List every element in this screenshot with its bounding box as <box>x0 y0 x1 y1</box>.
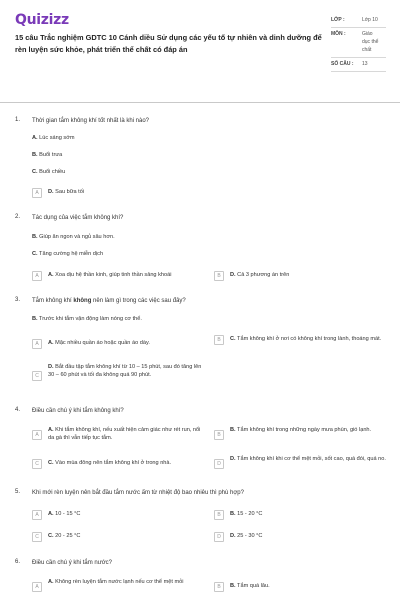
option-box: A <box>32 188 42 198</box>
question-text-emphasis: không <box>73 298 92 304</box>
option-box: A <box>32 430 42 440</box>
question-number: 6. <box>15 559 21 565</box>
option-text: 25 - 30 °C <box>237 533 263 539</box>
question-text: Điều cần chú ý khi tắm nước? <box>32 560 112 566</box>
option-text: Khi tắm không khí, nếu xuất hiện cảm giác như rét run, nổi da gà thì vẫn tiếp tục tắm. <box>48 427 201 441</box>
question-text: Thời gian tắm không khí tốt nhất là khi nào? <box>32 118 150 124</box>
meta-value: 13 <box>362 61 368 67</box>
meta-label: SỐ CÂU : <box>331 61 354 67</box>
question-number: 5. <box>15 489 21 495</box>
option-a[interactable] <box>32 134 75 142</box>
option-box: C <box>32 459 42 469</box>
option-c[interactable] <box>32 168 65 176</box>
option-a[interactable] <box>32 578 207 590</box>
option-box: A <box>32 339 42 349</box>
option-letter: B. <box>32 316 38 322</box>
option-box: B <box>214 430 224 440</box>
option-box: C <box>32 371 42 381</box>
question-text: Khi mới rèn luyện nên bắt đầu tắm nước ấm từ nhiệt độ bao nhiêu thì phù hợp? <box>32 490 244 496</box>
option-text: 10 - 15 °C <box>55 511 81 517</box>
option-text: Bắt đầu tập tắm không khí từ 10 – 15 phút, sau đó tăng lên 30 – 60 phút và tối đa không quá 90 phút. <box>48 364 202 378</box>
option-box: A <box>32 510 42 520</box>
option-d[interactable] <box>32 363 207 379</box>
option-box: B <box>214 510 224 520</box>
question-text <box>32 297 387 306</box>
option-box: B <box>214 582 224 592</box>
option-text: Cả 3 phương án trên <box>237 272 290 278</box>
option-letter: C. <box>48 460 54 466</box>
option-letter: A. <box>48 340 54 346</box>
question-text-post: nên làm gì trong các việc sau đây? <box>91 298 186 304</box>
option-b[interactable] <box>32 151 62 159</box>
option-c[interactable] <box>32 532 80 540</box>
option-letter: B. <box>230 583 236 589</box>
option-letter: B. <box>230 427 236 433</box>
option-d[interactable] <box>32 188 84 196</box>
option-box: A <box>32 271 42 281</box>
option-letter: B. <box>32 234 38 240</box>
option-text: Tắm quá lâu. <box>237 583 270 589</box>
option-letter: A. <box>48 511 54 517</box>
option-c[interactable] <box>214 335 389 343</box>
option-letter: D. <box>48 189 54 195</box>
question-number: 2. <box>15 214 21 220</box>
option-text: Buổi chiều <box>39 169 66 175</box>
option-d[interactable] <box>214 455 389 467</box>
option-letter: B. <box>230 511 236 517</box>
option-letter: C. <box>32 251 38 257</box>
option-a[interactable] <box>32 339 207 347</box>
option-a[interactable] <box>32 271 171 279</box>
document-title: 15 câu Trắc nghiệm GDTC 10 Cánh diều Sử dụng các yếu tố tự nhiên và dinh dưỡng để rèn luyện sức khỏe, phát triển thể chất có đáp án <box>15 33 322 54</box>
option-b[interactable] <box>214 510 262 518</box>
option-letter: A. <box>32 135 38 141</box>
option-letter: D. <box>230 272 236 278</box>
option-letter: C. <box>230 336 236 342</box>
option-text: Giúp ăn ngon và ngủ sâu hơn. <box>39 234 115 240</box>
option-text: Tăng cường hệ miễn dịch <box>39 251 104 257</box>
meta-value: Lớp 10 <box>362 17 378 23</box>
option-letter: D. <box>48 364 54 370</box>
meta-value: Giáo dục thể chất <box>362 31 379 53</box>
option-text: 20 - 25 °C <box>55 533 81 539</box>
option-letter: A. <box>48 427 54 433</box>
option-box: A <box>32 582 42 592</box>
meta-label: MÔN : <box>331 31 346 37</box>
option-box: B <box>214 271 224 281</box>
meta-count <box>331 58 386 72</box>
meta-grade <box>331 14 386 28</box>
question-number: 3. <box>15 297 21 303</box>
option-letter: C. <box>48 533 54 539</box>
option-letter: D. <box>230 456 236 462</box>
option-text: Vào mùa đông nên tắm không khí ở trong nhà. <box>55 460 172 466</box>
option-box: B <box>214 335 224 345</box>
option-d[interactable] <box>214 532 262 540</box>
option-text: 15 - 20 °C <box>237 511 263 517</box>
option-box: D <box>214 532 224 542</box>
question-text-pre: Tắm không khí <box>32 298 74 304</box>
quizizz-logo: Quizizz <box>15 12 69 28</box>
option-text: Không rèn luyện tắm nước lạnh nếu cơ thể mệt mỏi <box>55 579 184 585</box>
option-text: Xoa dịu hệ thần kinh, giúp tinh thần sảng khoái <box>55 272 172 278</box>
question-number: 4. <box>15 407 21 413</box>
option-text: Lúc sáng sớm <box>39 135 75 141</box>
option-text: Buổi trưa <box>39 152 63 158</box>
meta-panel <box>331 14 386 72</box>
option-c[interactable] <box>32 250 103 258</box>
option-a[interactable] <box>32 510 80 518</box>
option-box: D <box>214 459 224 469</box>
option-text: Tắm không khí khi cơ thể mệt mỏi, sốt cao, quá đói, quá no. <box>237 456 386 462</box>
option-letter: D. <box>230 533 236 539</box>
option-letter: A. <box>48 579 54 585</box>
meta-subject <box>331 28 386 58</box>
question-number: 1. <box>15 117 21 123</box>
option-d[interactable] <box>214 271 289 279</box>
option-text: Mặc nhiều quần áo hoặc quần áo dày. <box>55 340 150 346</box>
option-text: Tắm không khí ở nơi có không khí trong lành, thoáng mát. <box>237 336 382 342</box>
page-header <box>0 0 400 103</box>
option-letter: A. <box>48 272 54 278</box>
meta-label: LỚP : <box>331 17 345 23</box>
option-b[interactable] <box>32 233 115 241</box>
option-box: C <box>32 532 42 542</box>
option-b[interactable] <box>214 426 389 438</box>
option-text: Tắm không khí trong những ngày mưa phùn, gió lạnh. <box>237 427 372 433</box>
option-b[interactable] <box>214 582 389 590</box>
option-a[interactable] <box>32 426 207 442</box>
option-text: Sau bữa tối <box>55 189 85 195</box>
question-text: Điều cần chú ý khi tắm không khí? <box>32 408 124 414</box>
option-c[interactable] <box>32 459 207 467</box>
option-b[interactable] <box>32 315 142 323</box>
option-text: Trước khi tắm vận động làm nóng cơ thể. <box>39 316 142 322</box>
option-letter: C. <box>32 169 38 175</box>
option-letter: B. <box>32 152 38 158</box>
question-text: Tác dụng của việc tắm không khí? <box>32 215 124 221</box>
